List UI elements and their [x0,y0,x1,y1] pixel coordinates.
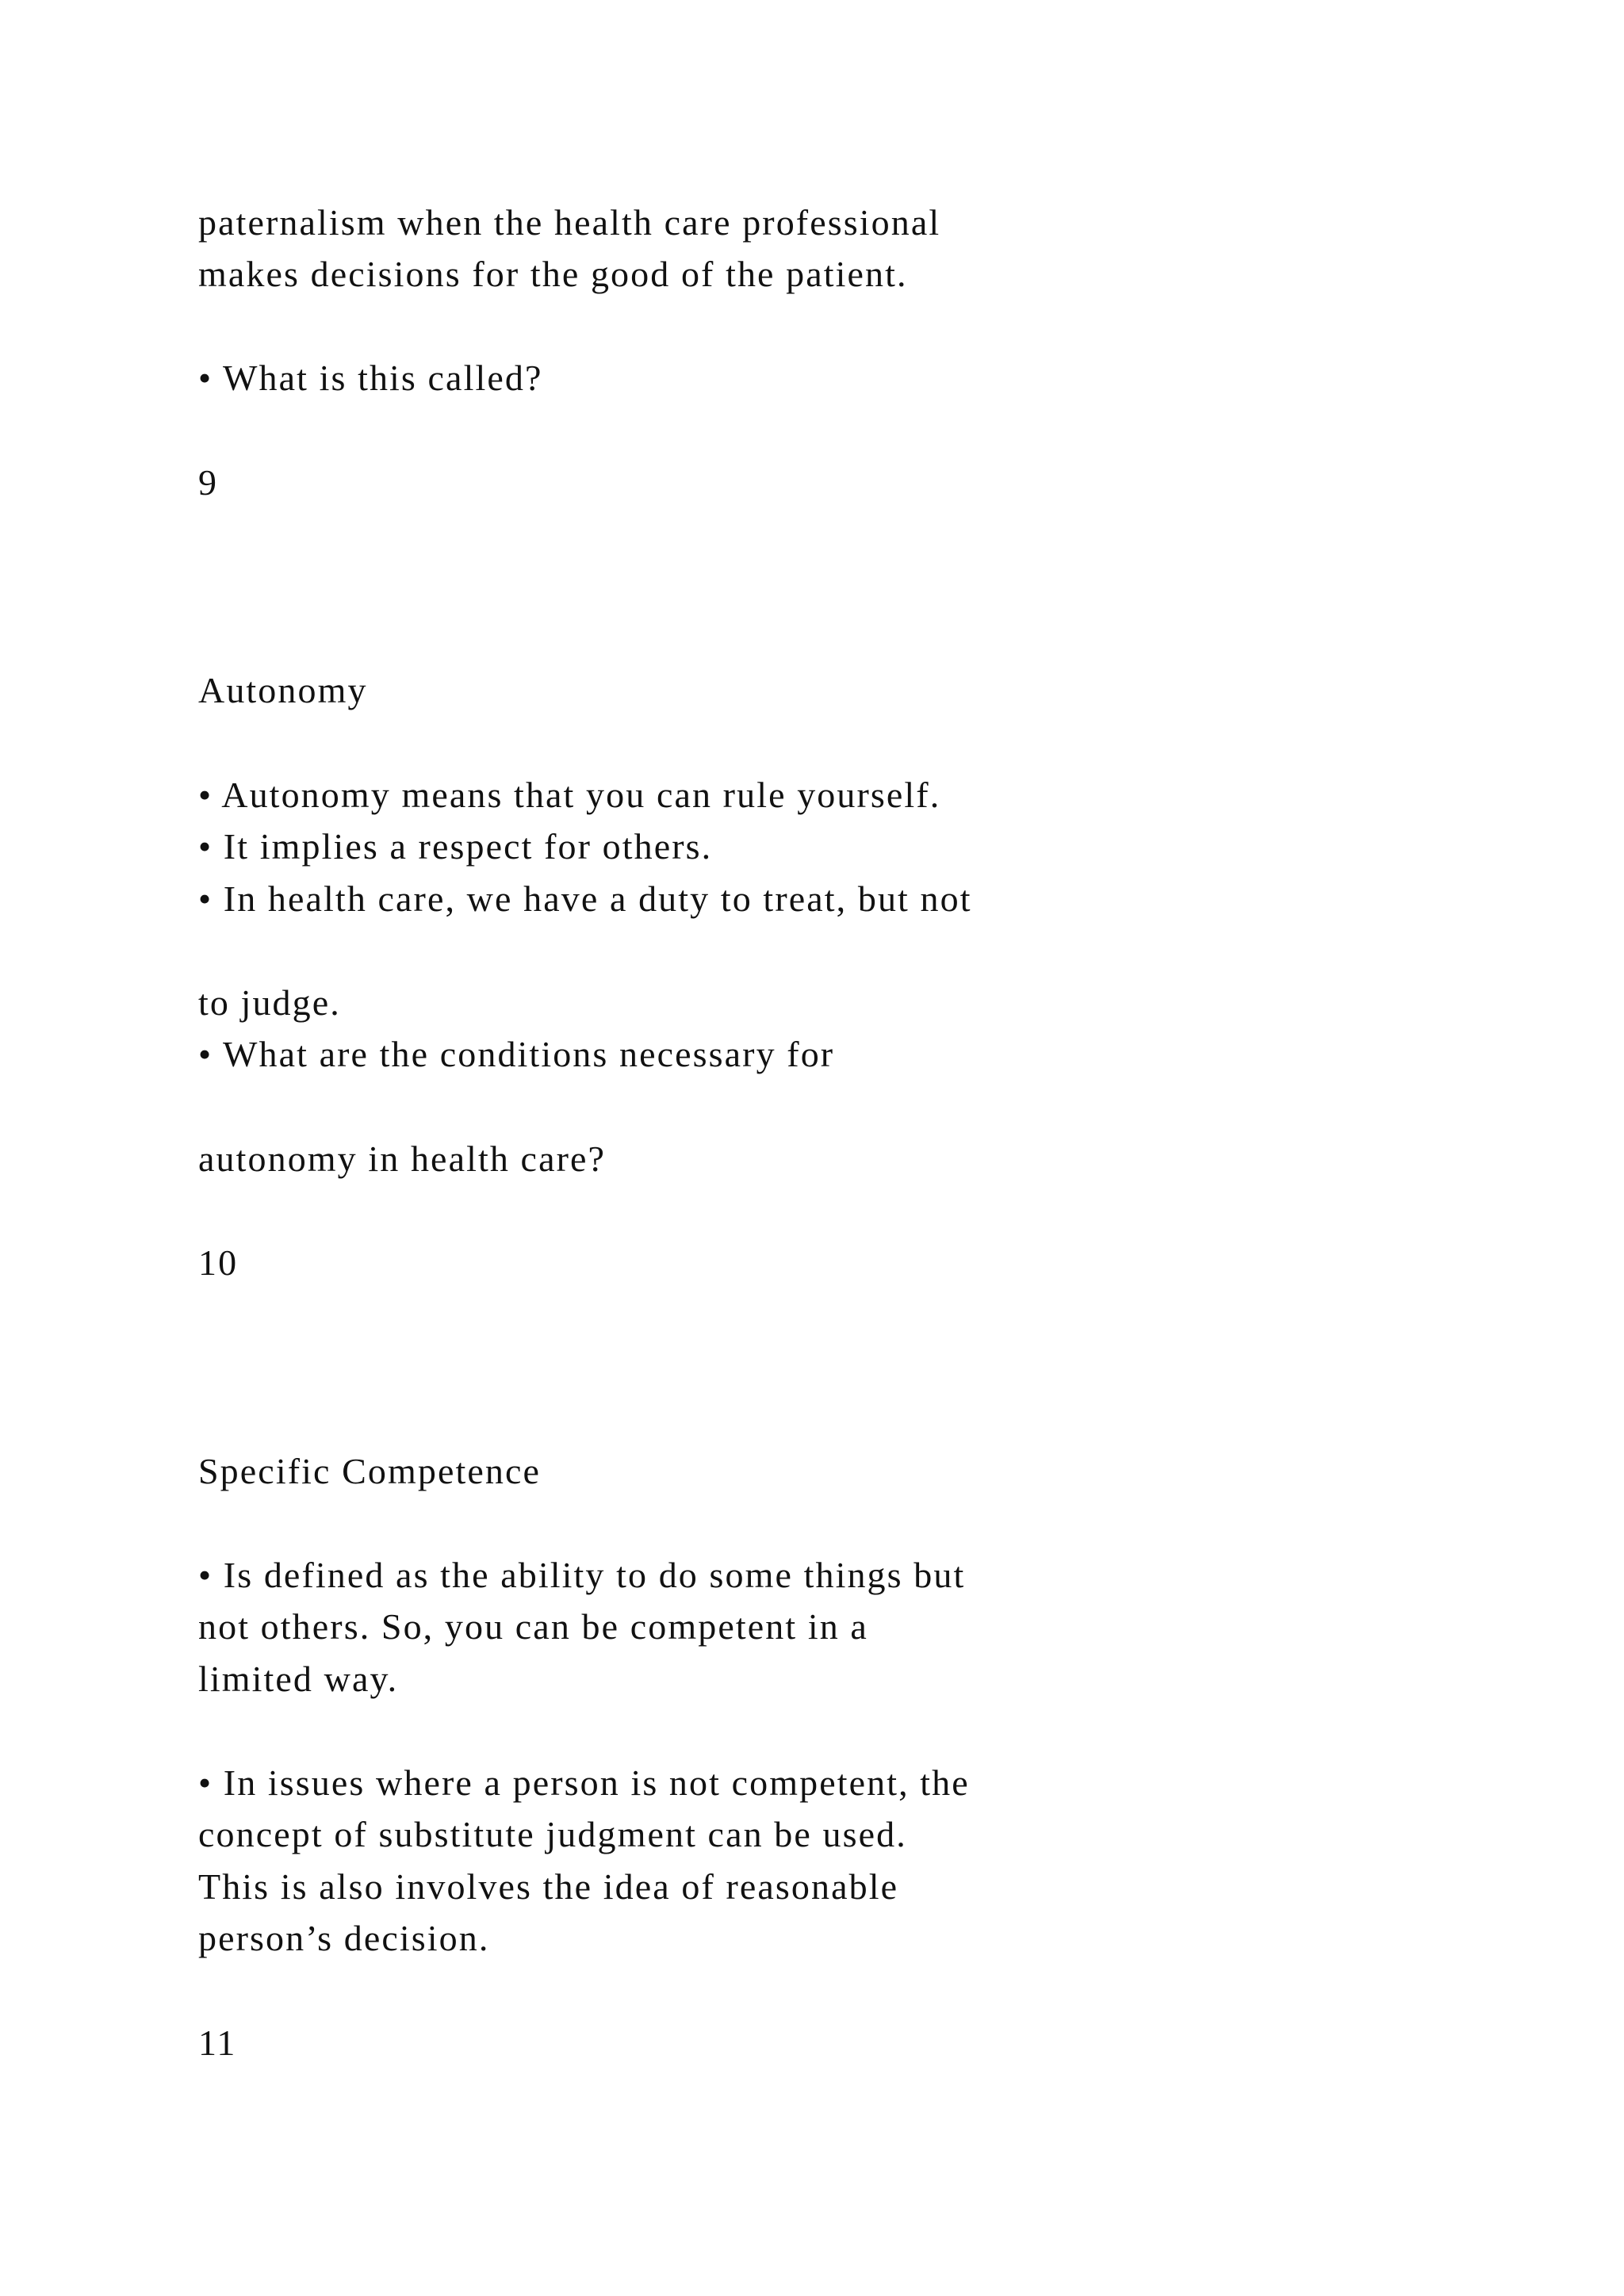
section-title-autonomy: Autonomy [198,670,368,710]
bullet-item: • It implies a respect for others. [198,826,713,867]
bullet-continuation: concept of substitute judgment can be used. [198,1814,907,1854]
paragraph-line: makes decisions for the good of the patient. [198,254,908,294]
bullet-item: • In health care, we have a duty to treat, but not [198,878,972,919]
bullet-item: • Autonomy means that you can rule yourself. [198,775,941,815]
slide-number: 9 [198,462,219,503]
section-title-specific-competence: Specific Competence [198,1451,542,1491]
bullet-continuation: not others. So, you can be competent in a [198,1606,868,1647]
bullet-question: • What is this called? [198,358,543,398]
bullet-continuation: This is also involves the idea of reasonable [198,1866,899,1907]
bullet-continuation: person’s decision. [198,1918,490,1958]
bullet-item: • In issues where a person is not competent, the [198,1762,970,1803]
paragraph-line: paternalism when the health care professional [198,202,941,243]
slide-number: 11 [198,2022,237,2063]
bullet-continuation: to judge. [198,982,341,1023]
bullet-item: • What are the conditions necessary for [198,1034,835,1074]
bullet-continuation: limited way. [198,1659,399,1699]
bullet-continuation: autonomy in health care? [198,1138,607,1179]
bullet-item: • Is defined as the ability to do some things but [198,1555,966,1595]
slide-number: 10 [198,1242,239,1283]
